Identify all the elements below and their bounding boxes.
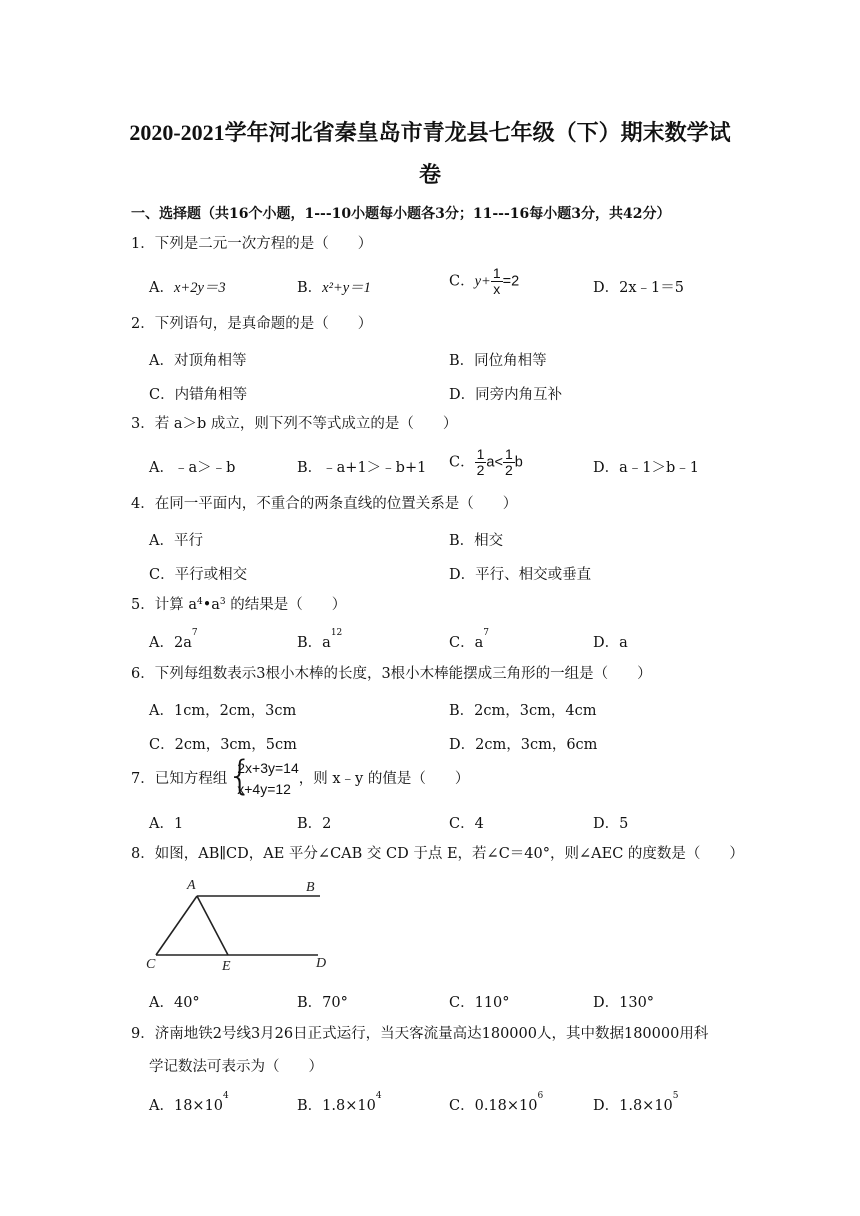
q1-option-b: B．x²+y＝1	[297, 280, 371, 296]
q8-option-c: C．110°	[449, 995, 510, 1011]
question-1-stem: 1．下列是二元一次方程的是（ ）	[131, 236, 373, 252]
q3-option-a: A．﹣a＞﹣b	[149, 460, 236, 476]
q1-option-d: D．2x﹣1＝5	[593, 280, 684, 296]
question-9-stem-line2: 学记数法可表示为（ ）	[149, 1059, 323, 1075]
document-title-line1: 2020-2021学年河北省秦皇岛市青龙县七年级（下）期末数学试	[129, 120, 731, 145]
q8-option-b: B．70°	[297, 995, 348, 1011]
q4-option-a: A．平行	[149, 533, 203, 549]
q9-option-b: B．$1.8\times 10^4$	[297, 1091, 382, 1114]
q4-option-c: C．平行或相交	[149, 567, 248, 583]
document-title-line2: 卷	[418, 162, 441, 187]
q9-option-a: A．$18\times 10^4$	[149, 1091, 229, 1114]
q2-option-d: D．同旁内角互补	[449, 387, 563, 403]
fraction: $\frac{1}{x}$	[492, 265, 501, 297]
q3-option-b: B．﹣a+1＞﹣b+1	[297, 460, 427, 476]
q4-option-d: D．平行、相交或垂直	[449, 567, 592, 583]
fraction: $\frac{1}{2}$	[504, 446, 513, 478]
q7-option-c: C．4	[449, 816, 484, 832]
q6-option-b: B．2cm，3cm，4cm	[449, 703, 597, 719]
q6-option-a: A．1cm，2cm，3cm	[149, 703, 297, 719]
q5-option-d: D．a	[593, 635, 628, 651]
point-label-d: D	[316, 956, 327, 971]
q1-option-c: C．y+ $\frac{1}{x}$ =2	[449, 265, 520, 297]
q4-option-b: B．相交	[449, 533, 504, 549]
q6-option-c: C．2cm，3cm，5cm	[149, 737, 297, 753]
q9-option-d: D．$1.8\times 10^5$	[593, 1091, 679, 1114]
q5-option-c: C．$a^7$	[449, 628, 489, 651]
question-7-stem: 7．已知方程组 { 2x+3y=14 x+4y=12 ，则 x﹣y 的值是（ ）	[131, 753, 470, 799]
q7-option-b: B．2	[297, 816, 332, 832]
q7-option-d: D．5	[593, 816, 629, 832]
q8-option-d: D．130°	[593, 995, 655, 1011]
q3-option-c: C． $\frac{1}{2}$ a< $\frac{1}{2}$ b	[449, 446, 523, 478]
q2-option-a: A．对顶角相等	[149, 353, 247, 369]
point-label-c: C	[146, 957, 156, 971]
question-2-stem: 2．下列语句，是真命题的是（ ）	[131, 316, 373, 332]
question-3-stem: 3．若 a＞b 成立，则下列不等式成立的是（ ）	[131, 416, 458, 432]
segment-ae	[197, 896, 228, 955]
equation-system: { 2x+3y=14 x+4y=12	[227, 753, 299, 799]
q5-option-b: B．$a^{12}$	[297, 628, 343, 651]
q2-option-b: B．同位角相等	[449, 353, 547, 369]
question-5-stem: 5．计算 $a^4•a^3$ 的结果是（ ）	[131, 597, 347, 613]
point-label-b: B	[306, 880, 315, 895]
question-4-stem: 4．在同一平面内，不重合的两条直线的位置关系是（ ）	[131, 496, 518, 512]
point-label-a: A	[187, 878, 196, 893]
q8-option-a: A．40°	[149, 995, 200, 1011]
question-9-stem-line1: 9．济南地铁2号线3月26日正式运行，当天客流量高达180000人，其中数据180000用科	[131, 1026, 709, 1042]
q7-option-a: A．1	[149, 816, 184, 832]
fraction: $\frac{1}{2}$	[476, 446, 485, 478]
q1-option-a: A．x+2y＝3	[149, 280, 226, 296]
q9-option-c: C．$0.18\times 10^6$	[449, 1091, 544, 1114]
geometry-figure	[140, 875, 340, 971]
q6-option-d: D．2cm，3cm，6cm	[449, 737, 598, 753]
q2-option-c: C．内错角相等	[149, 387, 248, 403]
question-6-stem: 6．下列每组数表示3根小木棒的长度，3根小木棒能摆成三角形的一组是（ ）	[131, 666, 652, 682]
section-heading: 一、选择题（共16个小题，1---10小题每小题各3分；11---16每小题3分，共42分）	[131, 206, 671, 222]
question-8-stem: 8．如图，AB∥CD，AE 平分∠CAB 交 CD 于点 E，若∠C＝40°，则∠AEC 的度数是（ ）	[131, 846, 744, 862]
point-label-e: E	[222, 959, 231, 971]
segment-ac	[156, 896, 197, 955]
q5-option-a: A．$2a^7$	[149, 628, 198, 651]
q3-option-d: D．a﹣1＞b﹣1	[593, 460, 700, 476]
